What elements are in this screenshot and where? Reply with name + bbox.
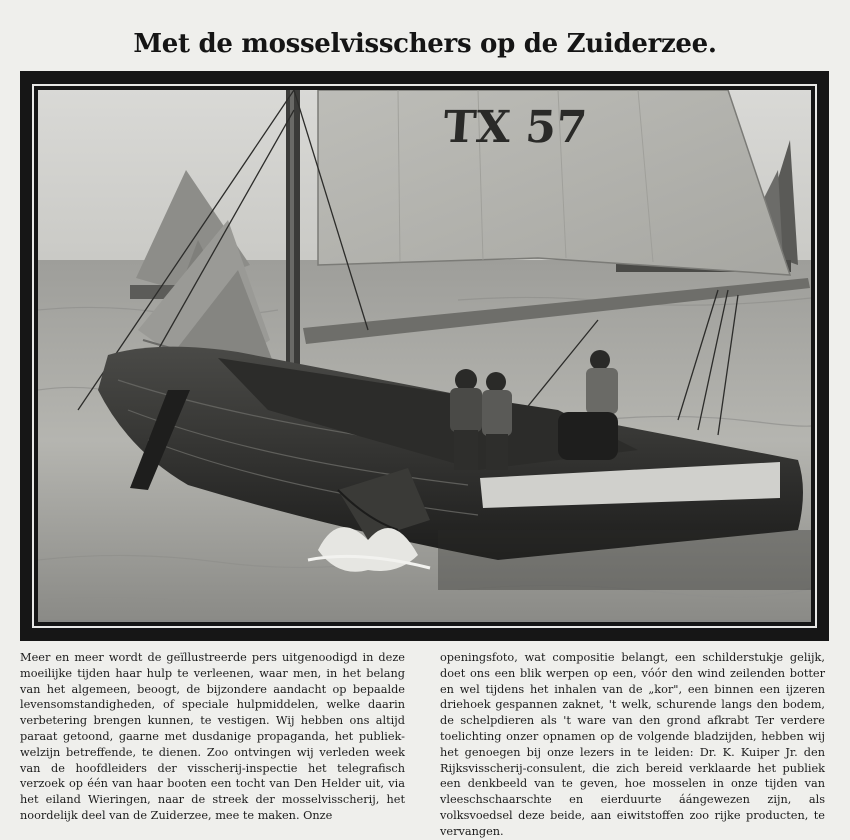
article-column-right — [440, 650, 825, 840]
mussel-fishing-boat-photo — [38, 90, 811, 622]
sail-number: TX 57 — [441, 102, 589, 153]
article-paragraph-left: Meer en meer wordt de geïllustreerde pers uitgenoodigd in deze moeilijke tijden haar hulp te verleenen, waar men, in het belang van het algemeen, beoogt, de bijzondere aandacht op bepaalde levensomstandigheden, of speciale hulpmiddelen, welke daarin verbetering brengen kunnen, te vestigen. Wij hebben ons altijd paraat getoond, gaarne met dusdanige propaganda, het publiek-welzijn betreffende, te dienen. Zoo ontvingen wij verleden week van de hoofdleiders der visscherij-inspectie het telegrafisch verzoek op één van haar booten een tocht van Den Helder uit, via het eiland Wieringen, naar de streek der mosselvisscherij, het noordelijk deel van de Zuiderzee, mee te maken. Onze — [20, 651, 405, 822]
page-title: Met de mosselvisschers op de Zuiderzee. — [133, 29, 717, 60]
water-shadow — [438, 530, 811, 590]
article-paragraph-right: openingsfoto, wat compositie belangt, een schilderstukje gelijk, doet ons een blik werpen op een, vóór den wind zeilenden botter en wel tijdens het inhalen van de „kor", een binnen een ijzeren driehoek gespannen zaknet, 't welk, schurende langs den bodem, de schelpdieren als 't ware van den grond afkrabt Ter verdere toelichting onzer opnamen op de volgende bladzijden, hebben wij het genoegen bij onze lezers in te leiden: Dr. K. Kuiper Jr. den Rijksvisscherij-consulent, die zich bereid verklaarde het publiek een denkbeeld van te geven, hoe mosselen in onze tijden van vleeschschaarschte en eierduurte áángewezen zijn, als volksvoedsel deze beide, aan eiwitstoffen zoo rijke producten, te vervangen. — [440, 651, 825, 838]
article-column-left — [20, 650, 405, 824]
photo-frame — [20, 71, 829, 641]
